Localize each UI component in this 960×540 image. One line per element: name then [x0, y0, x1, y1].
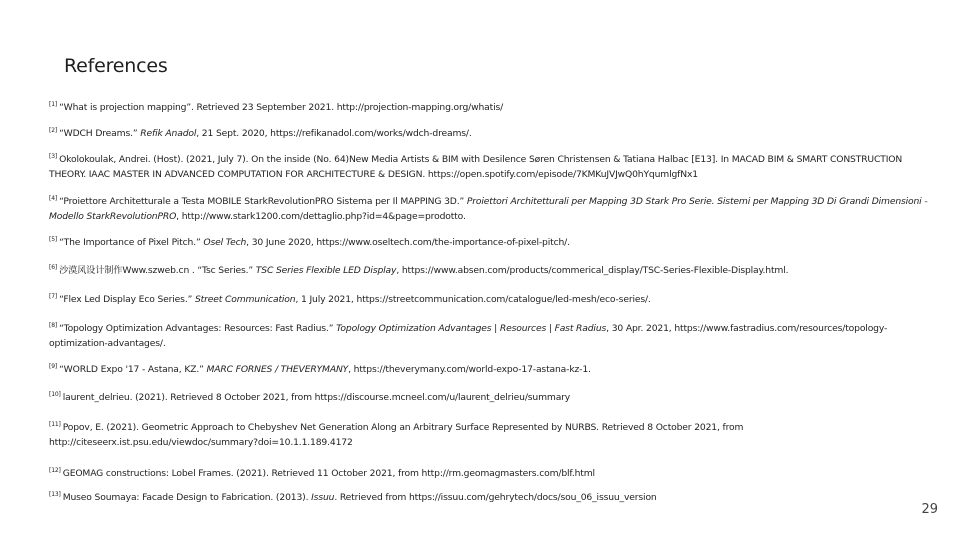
reference-number: [6] — [49, 264, 58, 271]
reference-source-title: MARC FORNES / THEVERYMANY — [206, 364, 349, 375]
reference-item — [49, 261, 939, 279]
reference-source-title: TSC Series Flexible LED Display — [255, 265, 397, 276]
reference-number: [12] — [49, 467, 61, 474]
reference-text: “What is projection mapping”. Retrieved 23 September 2021. http://projection-mapping.org/whatis/ — [59, 102, 504, 113]
reference-number: [11] — [49, 421, 61, 428]
reference-source-title: Issuu — [311, 492, 335, 503]
reference-text: , 30 June 2020, https://www.oseltech.com/the-importance-of-pixel-pitch/. — [246, 237, 570, 248]
reference-text: “The Importance of Pixel Pitch.” — [59, 237, 204, 248]
reference-source-title: Topology Optimization Advantages | Resources | Fast Radius — [336, 323, 607, 334]
reference-number: [7] — [49, 293, 58, 300]
reference-source-title: Refik Anadol — [140, 128, 197, 139]
reference-text: . Retrieved from https://issuu.com/gehrytech/docs/sou_06_issuu_version — [334, 492, 657, 503]
reference-number: [2] — [49, 127, 58, 134]
reference-item — [49, 319, 939, 351]
reference-text: Okolokoulak, Andrei. (Host). (2021, July 7). On the inside (No. 64)New Media Artists & BIM with Desilence Søren Christensen & Tatiana Halbac [E13]. In MACAD BIM & SMART CONSTRUCTION THEORY. IAAC MASTER IN ADVANCED COMPUTATION FOR ARCHITECTURE & DESIGN. https://open.spotify.com/episode/7KMKuJVJwQ0hYqumlgfNx1 — [49, 154, 903, 180]
reference-source-title: Proiettori Architetturali per Mapping 3D Stark Pro Serie. Sistemi per Mapping 3D Di Grandi Dimensioni - Modello StarkRevolutionPRO — [49, 196, 928, 222]
reference-text: “WDCH Dreams.” — [59, 128, 141, 139]
reference-text: GEOMAG constructions: Lobel Frames. (2021). Retrieved 11 October 2021, from http://rm.geomagmasters.com/blf.html — [62, 468, 595, 479]
reference-number: [3] — [49, 153, 58, 160]
reference-text: Museo Soumaya: Facade Design to Fabrication. (2013). — [62, 492, 312, 503]
reference-number: [8] — [49, 322, 58, 329]
reference-number: [10] — [49, 391, 61, 398]
page-number: 29 — [921, 502, 938, 517]
reference-item — [49, 150, 939, 182]
reference-item — [49, 124, 939, 142]
reference-item — [49, 388, 939, 406]
reference-text: , 30 Apr. 2021, https://www.fastradius.com/resources/topology-optimization-advantages/. — [49, 323, 888, 349]
reference-text: , http://www.stark1200.com/dettaglio.php?id=4&page=prodotto. — [176, 210, 466, 222]
reference-item — [49, 192, 939, 224]
reference-text: 沙漠风设计制作Www.szweb.cn . “Tsc Series.” — [59, 265, 256, 276]
reference-item — [49, 360, 939, 378]
reference-item — [49, 233, 939, 251]
reference-text: Popov, E. (2021). Geometric Approach to Chebyshev Net Generation Along an Arbitrary Surface Represented by NURBS. Retrieved 8 October 2021, from http://citeseerx.ist.psu.edu/viewdoc/summary?doi=10.1.1.189.4172 — [49, 422, 744, 448]
reference-text: , https://www.absen.com/products/commerical_display/TSC-Series-Flexible-Display.html. — [396, 265, 789, 276]
reference-item — [49, 488, 939, 506]
slide-title: References — [64, 55, 168, 77]
reference-text: laurent_delrieu. (2021). Retrieved 8 October 2021, from https://discourse.mcneel.com/u/laurent_delrieu/summary — [62, 392, 571, 403]
reference-number: [5] — [49, 236, 58, 243]
reference-number: [4] — [49, 195, 58, 202]
reference-text: “Topology Optimization Advantages: Resources: Fast Radius.” — [59, 323, 337, 334]
reference-source-title: Osel Tech — [203, 237, 247, 248]
reference-item — [49, 464, 939, 482]
reference-item — [49, 98, 939, 116]
reference-text: , 21 Sept. 2020, https://refikanadol.com/works/wdch-dreams/. — [196, 128, 472, 139]
reference-item — [49, 290, 939, 308]
reference-number: [9] — [49, 363, 58, 370]
reference-text: , https://theverymany.com/world-expo-17-astana-kz-1. — [348, 364, 591, 375]
reference-number: [1] — [49, 101, 58, 108]
reference-text: “WORLD Expo '17 - Astana, KZ.” — [59, 364, 207, 375]
reference-number: [13] — [49, 491, 61, 498]
reference-source-title: Street Communication — [194, 294, 296, 305]
reference-item — [49, 418, 939, 450]
reference-text: “Proiettore Architetturale a Testa MOBILE StarkRevolutionPRO Sistema per Il MAPPING 3D.” — [59, 196, 467, 207]
reference-text: “Flex Led Display Eco Series.” — [59, 294, 195, 305]
reference-text: , 1 July 2021, https://streetcommunication.com/catalogue/led-mesh/eco-series/. — [295, 294, 651, 305]
